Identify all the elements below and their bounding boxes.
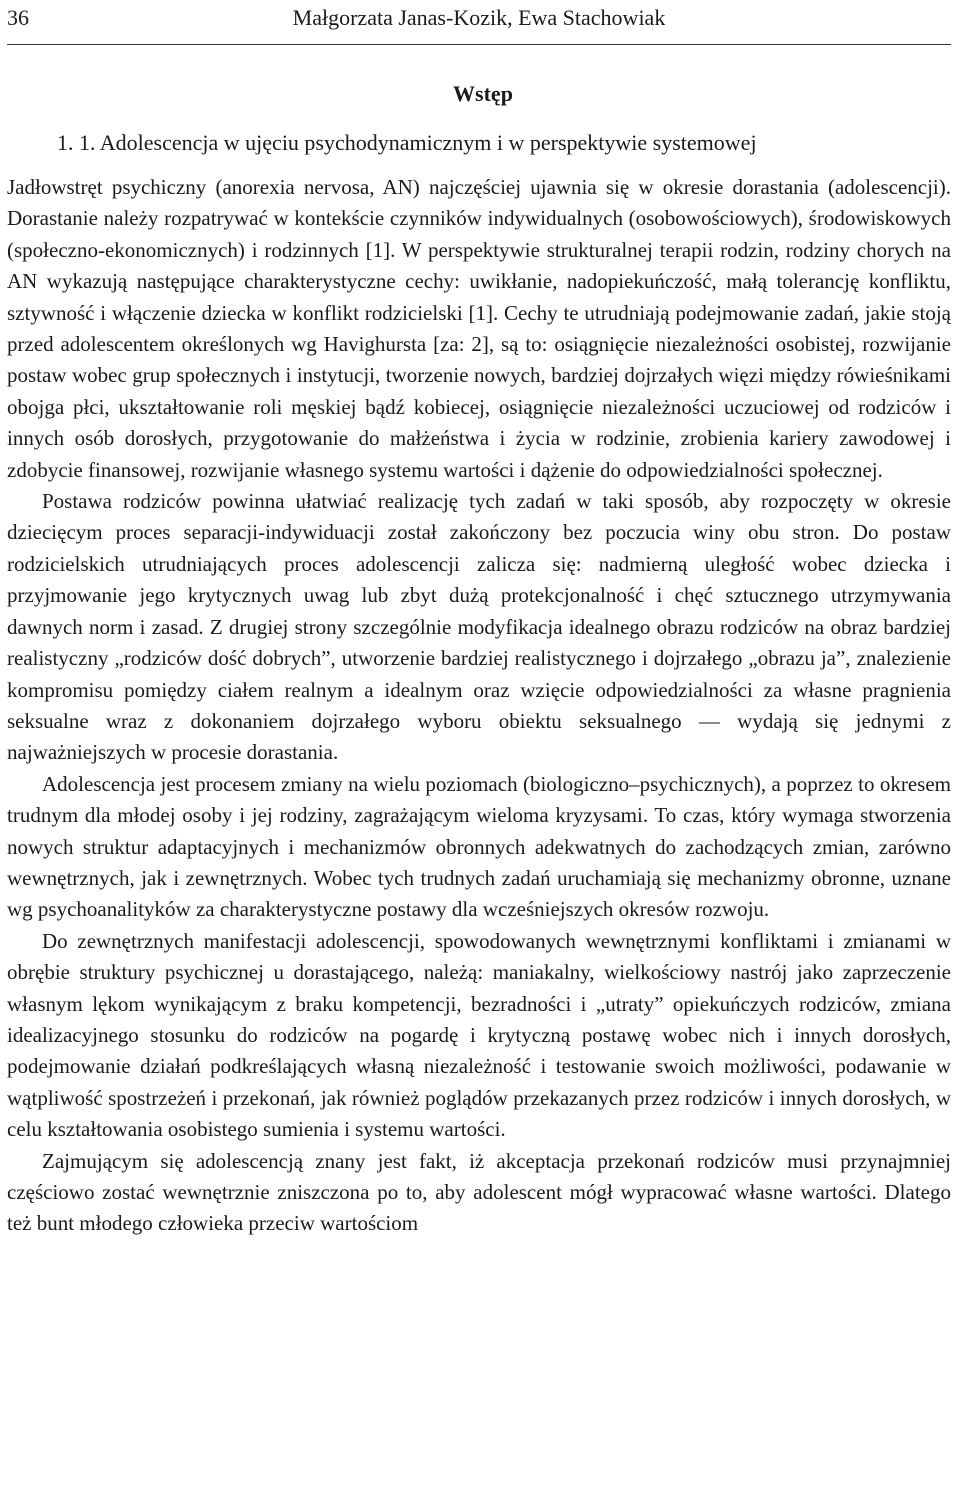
subsection-title: 1. 1. Adolescencja w ujęciu psychodynamicznym i w perspektywie systemowej (57, 130, 757, 155)
page-number: 36 (7, 5, 29, 30)
paragraph-5: Zajmującym się adolescencją znany jest fakt, iż akceptacja przekonań rodziców musi przynajmniej częściowo zostać wewnętrznie zniszczona po to, aby adolescent mógł wypracować własne wartości. Dlatego też bunt młodego człowieka przeciw wartościom (7, 1148, 951, 1236)
paragraph-4: Do zewnętrznych manifestacji adolescencji, spowodowanych wewnętrznymi konfliktami i zmianami w obrębie struktury psychicznej u dorastającego, należą: maniakalny, wielkościowy nastrój jako zaprzeczenie własnym lękom wynikającym z braku kompetencji, bezradności i „utraty” opiekuńczych rodziców, zmiana idealizacyjnego stosunku do rodziców na pogardę i krytyczną postawę wobec nich i innych dorosłych, podejmowanie działań podkreślających własną niezależność i testowanie swoich możliwości, podawanie w wątpliwość spostrzeżeń i przekonań, jak również poglądów przekazanych przez rodziców i innych dorosłych, w celu kształtowania osobistego sumienia i systemu wartości. (7, 928, 951, 1142)
paragraph-1: Jadłowstręt psychiczny (anorexia nervosa, AN) najczęściej ujawnia się w okresie dorastania (adolescencji). Dorastanie należy rozpatrywać w kontekście czynników indywidualnych (osobowościowych), środowiskowych (społeczno-ekonomicznych) i rodzinnych [1]. W perspektywie strukturalnej terapii rodzin, rodziny chorych na AN wykazują następujące charakterystyczne cechy: uwikłanie, nadopiekuńczość, małą tolerancję konfliktu, sztywność i włączenie dziecka w konflikt rodzicielski [1]. Cechy te utrudniają podejmowanie zadań, jakie stoją przed adolescentem określonych wg Havighursta [za: 2], są to: osiągnięcie niezależności osobistej, rozwijanie postaw wobec grup społecznych i instytucji, tworzenie nowych, bardziej dojrzałych więzi między rówieśnikami obojga płci, ukształtowanie roli męskiej bądź kobiecej, osiągnięcie niezależności uczuciowej od rodziców i innych osób dorosłych, przygotowanie do małżeństwa i życia w rodzinie, zrobienia kariery zawodowej i zdobycie finansowej, rozwijanie własnego systemu wartości i dążenie do odpowiedzialności społecznej. (7, 175, 951, 482)
body-text (7, 172, 951, 1240)
section-title: Wstęp (453, 81, 513, 106)
paragraph-3: Adolescencja jest procesem zmiany na wielu poziomach (biologiczno–psychicznych), a poprzez to okresem trudnym dla młodej osoby i jej rodziny, zagrażającym wieloma kryzysami. To czas, który wymaga stworzenia nowych struktur adaptacyjnych i mechanizmów obronnych adekwatnych do zachodzących zmian, zarówno wewnętrznych, jak i zewnętrznych. Wobec tych trudnych zadań uruchamiają się mechanizmy obronne, uznane wg psychoanalityków za charakterystyczne postawy dla wcześniejszych okresów rozwoju. (7, 771, 951, 922)
running-header (7, 0, 951, 45)
document-page (7, 0, 951, 1240)
running-header-authors: Małgorzata Janas-Kozik, Ewa Stachowiak (292, 5, 666, 30)
paragraph-2: Postawa rodziców powinna ułatwiać realizację tych zadań w taki sposób, aby rozpoczęty w okresie dziecięcym proces separacji-indywiduacji został zakończony bez poczucia winy obu stron. Do postaw rodzicielskich utrudniających proces adolescencji zalicza się: nadmierną uległość wobec dziecka i przyjmowanie jego krytycznych uwag lub zbyt dużą protekcjonalność i chęć sztucznego utrzymywania dawnych norm i zasad. Z drugiej strony szczególnie modyfikacja idealnego obrazu rodziców na obraz bardziej realistyczny „rodziców dość dobrych”, utworzenie bardziej realistycznego i dojrzałego „obrazu ja”, znalezienie kompromisu pomiędzy ciałem realnym a idealnym oraz wzięcie odpowiedzialności za własne pragnienia seksualne wraz z dokonaniem dojrzałego wyboru obiektu seksualnego — wydają się jednymi z najważniejszych w procesie dorastania. (7, 489, 951, 765)
